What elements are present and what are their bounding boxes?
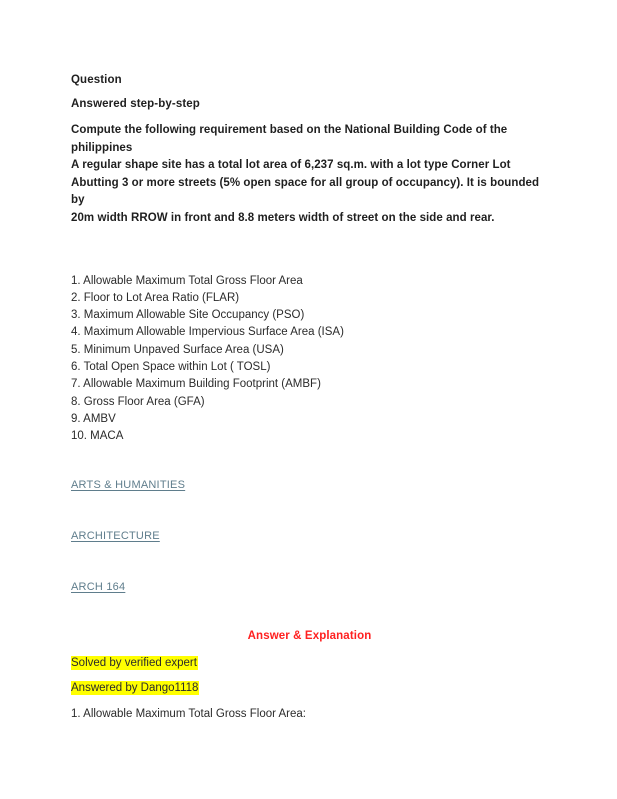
breadcrumb: [71, 477, 541, 492]
solved-by-verified-expert-row: [71, 655, 541, 672]
answered-by-row: [71, 680, 541, 697]
list-item: 6. Total Open Space within Lot ( TOSL): [71, 361, 271, 374]
document-content: [71, 72, 541, 723]
answer-step-one: 1. Allowable Maximum Total Gross Floor Area:: [71, 707, 306, 720]
spacer: [71, 594, 541, 628]
answer-and-explanation-heading: Answer & Explanation: [247, 629, 372, 642]
spacer: [71, 644, 541, 655]
question-body-line: philippines: [71, 141, 133, 154]
spacer: [71, 446, 541, 477]
question-body-line: 20m width RROW in front and 8.8 meters width of street on the side and rear.: [71, 211, 495, 224]
list-item: 4. Maximum Allowable Impervious Surface Area (ISA): [71, 326, 344, 339]
link-arch-164[interactable]: ARCH 164: [71, 580, 126, 593]
list-item: 8. Gross Floor Area (GFA): [71, 395, 205, 408]
list-item: 3. Maximum Allowable Site Occupancy (PSO): [71, 309, 305, 322]
list-item: 9. AMBV: [71, 412, 116, 425]
list-item: 2. Floor to Lot Area Ratio (FLAR): [71, 291, 240, 304]
solved-badge: Solved by verified expert: [71, 656, 197, 669]
list-item: 5. Minimum Unpaved Surface Area (USA): [71, 343, 284, 356]
breadcrumb: [71, 579, 541, 594]
link-arts-and-humanities[interactable]: ARTS & HUMANITIES: [71, 478, 186, 491]
question-body-line: A regular shape site has a total lot area of 6,237 sq.m. with a lot type Corner Lot: [71, 159, 511, 172]
breadcrumb: [71, 528, 541, 543]
answered-step-by-step-heading: Answered step-by-step: [71, 98, 200, 110]
requirements-list: [71, 273, 541, 446]
spacer: [71, 672, 541, 680]
list-item: 10. MACA: [71, 430, 124, 443]
question-body: [71, 122, 541, 228]
spacer: [71, 228, 541, 273]
question-heading: Question: [71, 74, 122, 86]
list-item: 7. Allowable Maximum Building Footprint (AMBF): [71, 378, 321, 391]
spacer: [71, 492, 541, 528]
answered-by-label: Answered by Dango1118: [71, 681, 199, 694]
spacer: [71, 697, 541, 706]
link-architecture[interactable]: ARCHITECTURE: [71, 529, 160, 542]
list-item: 1. Allowable Maximum Total Gross Floor Area: [71, 274, 303, 287]
spacer: [71, 543, 541, 579]
question-body-line: Abutting 3 or more streets (5% open space for all group of occupancy). It is bounded by: [71, 176, 540, 207]
question-body-line: Compute the following requirement based on the National Building Code of the: [71, 124, 508, 136]
